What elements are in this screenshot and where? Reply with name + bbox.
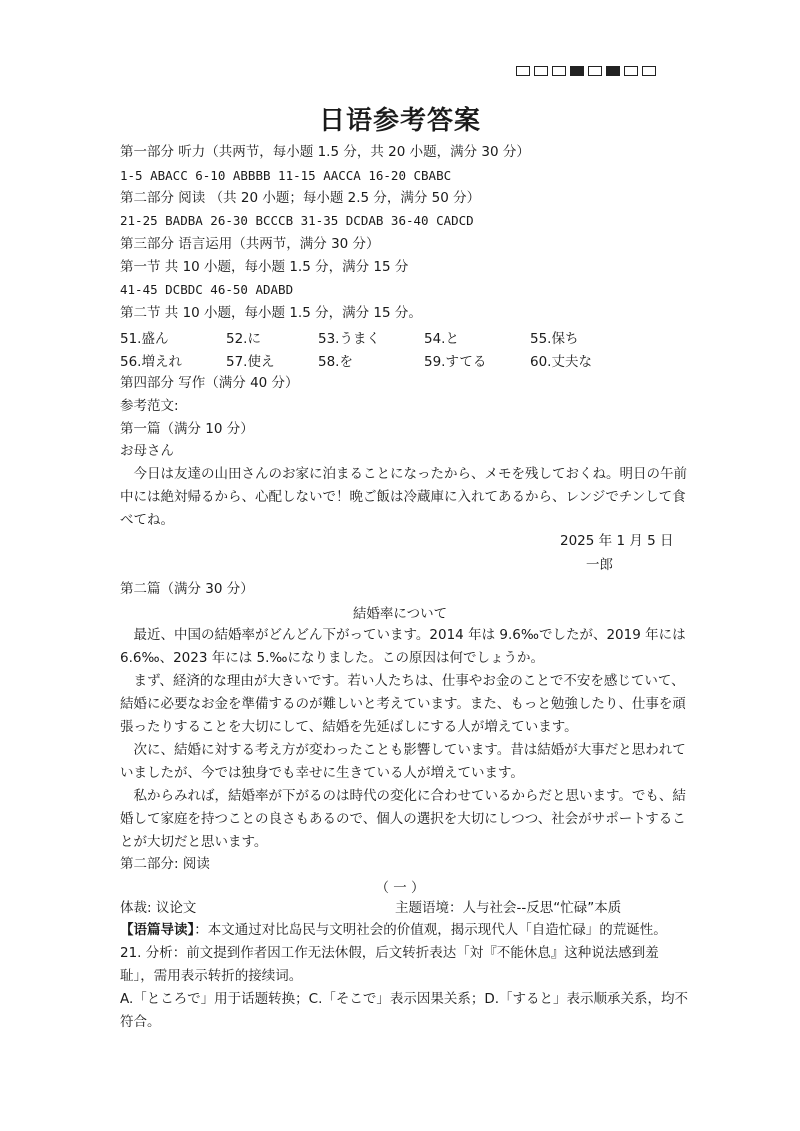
header-mark-box bbox=[552, 66, 566, 76]
fill-answer: 51.盛ん bbox=[120, 331, 169, 347]
essay2-paragraph: 次に、結婚に対する考え方が変わったことも影響しています。昔は結婚が大事だと思われていましたが、今では独身でも幸せに生きている人が増えています。 bbox=[120, 742, 686, 781]
essay1-body: 今日は友達の山田さんのお家に泊まることになったから、メモを残しておくね。明日の午前中には絶対帰るから、心配しないで！晩ご飯は冷蔵庫に入れてあるから、レンジでチンして食べてね。 bbox=[120, 466, 687, 528]
part3-section1: 第一节 共 10 小题，每小题 1.5 分，满分 15 分 bbox=[120, 259, 409, 275]
analysis-section-mark: （ 一 ） bbox=[375, 880, 425, 896]
header-mark-box bbox=[606, 66, 620, 76]
essay1-signature: 一郎 bbox=[586, 557, 613, 573]
analysis-genre: 体裁: 议论文 bbox=[120, 900, 197, 916]
essay2-paragraph: まず、経済的な理由が大きいです。若い人たちは、仕事やお金のことで不安を感じていて、結婚に必要なお金を準備するのが難しいと考えています。また、もっと勉強したり、仕事を頑張ったりすることを大切にして、結婚を先延ばしにする人が増えています。 bbox=[120, 673, 686, 735]
part2-answers: 21-25 BADBA 26-30 BCCCB 31-35 DCDAB 36-40 CADCD bbox=[120, 213, 474, 228]
part1-heading: 第一部分 听力（共两节，每小题 1.5 分，共 20 小题，满分 30 分） bbox=[120, 144, 530, 160]
header-mark-box bbox=[570, 66, 584, 76]
header-mark-box bbox=[624, 66, 638, 76]
fill-answer: 59.すてる bbox=[424, 354, 487, 370]
part3-section1-answers: 41-45 DCBDC 46-50 ADABD bbox=[120, 282, 294, 297]
analysis-theme: 主题语境：人与社会--反思“忙碌”本质 bbox=[395, 900, 622, 916]
reading-guide-label: 【语篇导读】 bbox=[120, 922, 195, 938]
q21-analysis: 21. 分析：前文提到作者因工作无法休假，后文转折表达「対『不能休息』这种说法感到羞耻」，需用表示转折的接续词。 bbox=[120, 945, 659, 984]
essay1-heading: 第一篇（满分 10 分） bbox=[120, 421, 254, 437]
reading-guide-text: ：本文通过对比岛民与文明社会的价值观，揭示现代人「自造忙碌」的荒诞性。 bbox=[194, 922, 667, 938]
header-mark-box bbox=[516, 66, 530, 76]
essay2-paragraph: 私からみれば，結婚率が下がるのは時代の変化に合わせているからだと思います。でも、結婚して家庭を持つことの良さもあるので、個人の選択を大切にしつつ、社会がサポートすることが大切だと思います。 bbox=[120, 788, 686, 850]
fill-answer: 52.に bbox=[226, 331, 261, 347]
fill-answer: 57.使え bbox=[226, 354, 275, 370]
fill-answer: 53.うまく bbox=[318, 331, 380, 347]
part2-heading: 第二部分 阅读 （共 20 小题；每小题 2.5 分，满分 50 分） bbox=[120, 190, 481, 206]
essay2-heading: 第二篇（满分 30 分） bbox=[120, 581, 254, 597]
part3-heading: 第三部分 语言运用（共两节，满分 30 分） bbox=[120, 236, 380, 252]
q21-options: A.「ところで」用于话题转换；C.「そこで」表示因果关系；D.「すると」表示顺承关系，均不符合。 bbox=[120, 991, 689, 1030]
part1-answers: 1-5 ABACC 6-10 ABBBB 11-15 AACCA 16-20 CBABC bbox=[120, 168, 452, 183]
essay1-date: 2025 年 1 月 5 日 bbox=[560, 533, 674, 549]
part3-section2: 第二节 共 10 小题，每小题 1.5 分，满分 15 分。 bbox=[120, 305, 422, 321]
essay1-salutation: お母さん bbox=[120, 443, 174, 459]
header-marks bbox=[516, 66, 656, 76]
fill-answer: 54.と bbox=[424, 331, 459, 347]
header-mark-box bbox=[534, 66, 548, 76]
fill-answer: 56.増えれ bbox=[120, 354, 182, 370]
reading-guide bbox=[120, 920, 667, 940]
sample-label: 参考范文: bbox=[120, 398, 179, 414]
header-mark-box bbox=[588, 66, 602, 76]
page-title: 日语参考答案 bbox=[318, 106, 481, 136]
header-mark-box bbox=[642, 66, 656, 76]
essay2-paragraph: 最近、中国の結婚率がどんどん下がっています。2014 年は 9.6‰でしたが、2019 年には 6.6‰、2023 年には 5.‰になりました。この原因は何でしょうか。 bbox=[120, 627, 686, 666]
part4-heading: 第四部分 写作（满分 40 分） bbox=[120, 375, 299, 391]
fill-answer: 55.保ち bbox=[530, 331, 579, 347]
fill-answer: 58.を bbox=[318, 354, 353, 370]
fill-answer: 60.丈夫な bbox=[530, 354, 592, 370]
analysis-heading: 第二部分: 阅读 bbox=[120, 856, 210, 872]
essay2-title: 結婚率について bbox=[352, 606, 448, 622]
